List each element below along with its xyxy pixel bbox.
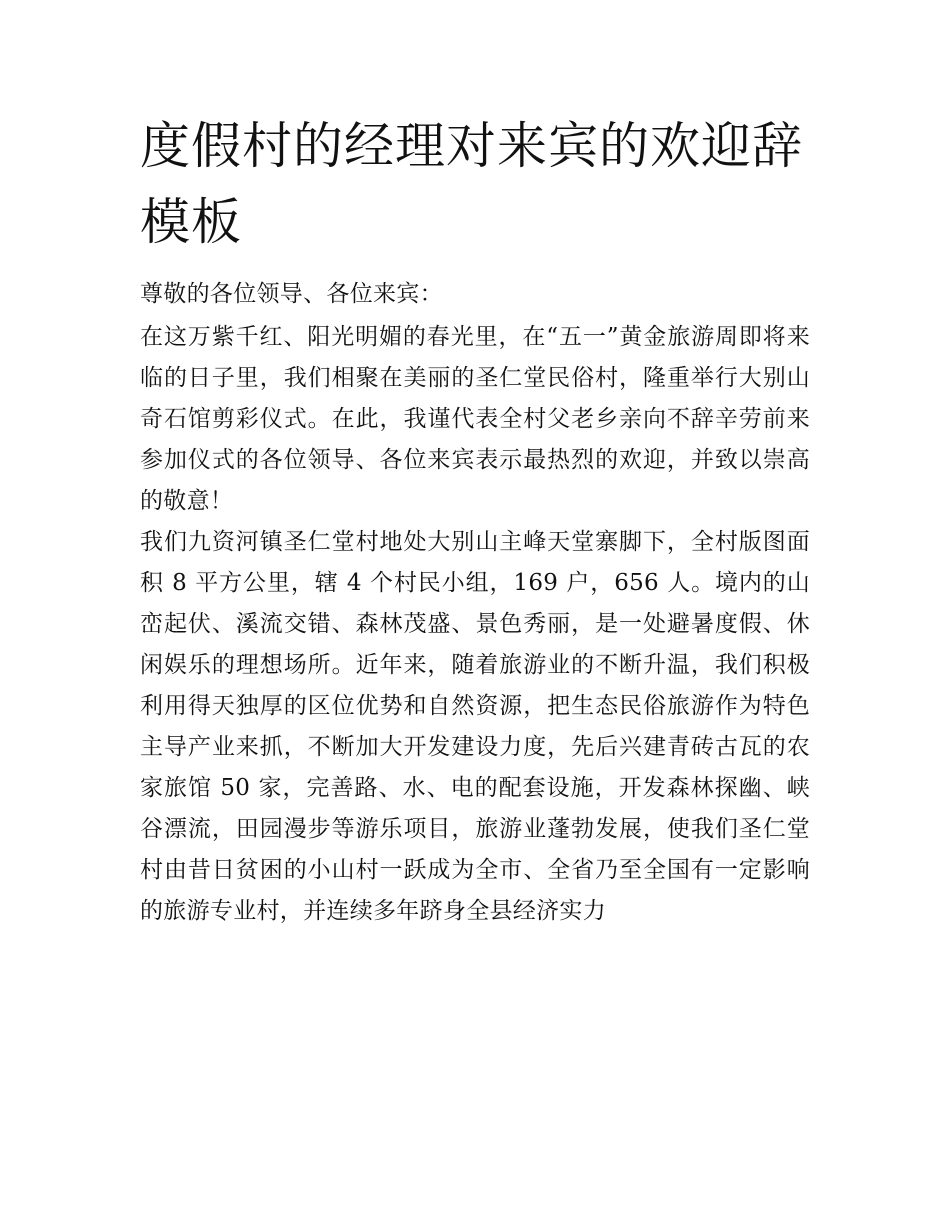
paragraph-welcome: 在这万紫千红、阳光明媚的春光里，在“五一”黄金旅游周即将来临的日子里，我们相聚在美丽的圣仁堂民俗村，隆重举行大别山奇石馆剪彩仪式。在此，我谨代表全村父老乡亲向不辞辛劳前来参加仪式的各位领导、各位来宾表示最热烈的欢迎，并致以崇高的敬意！ (140, 324, 810, 514)
document-title: 度假村的经理对来宾的欢迎辞模板 (140, 117, 803, 251)
document-page (140, 108, 810, 932)
document-body (140, 274, 810, 932)
salutation: 尊敬的各位领导、各位来宾： (140, 281, 443, 307)
paragraph-village-intro: 我们九资河镇圣仁堂村地处大别山主峰天堂寨脚下，全村版图面积 8 平方公里，辖 4 个村民小组，169 户，656 人。境内的山峦起伏、溪流交错、森林茂盛、景色秀丽，是一处避暑度假、休闲娱乐的理想场所。近年来，随着旅游业的不断升温，我们积极利用得天独厚的区位优势和自然资源，把生态民俗旅游作为特色主导产业来抓，不断加大开发建设力度，先后兴建青砖古瓦的农家旅馆 50 家，完善路、水、电的配套设施，开发森林探幽、峡谷漂流，田园漫步等游乐项目，旅游业蓬勃发展，使我们圣仁堂村由昔日贫困的小山村一跃成为全市、全省乃至全国有一定影响的旅游专业村，并连续多年跻身全县经济实力 (140, 529, 810, 924)
